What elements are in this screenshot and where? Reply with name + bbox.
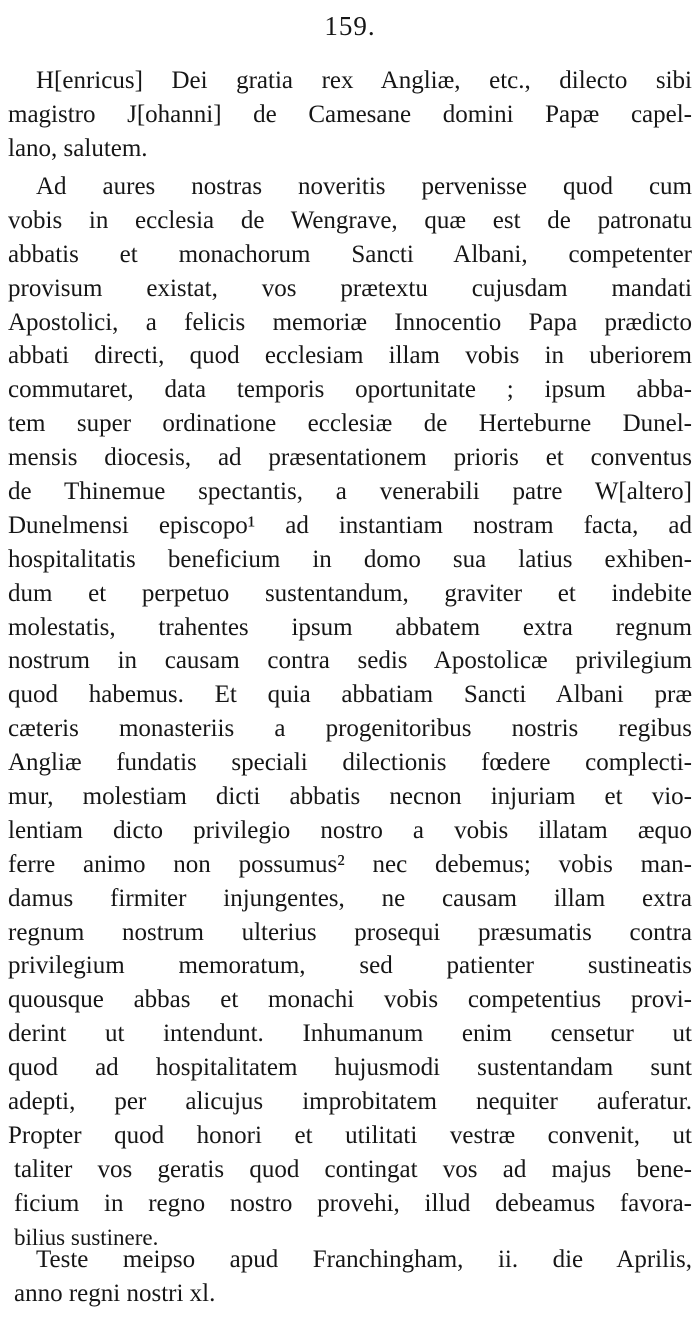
text-line: lentiam dicto privilegio nostro a vobis illatam æquo (8, 816, 692, 844)
text-line: quousque abbas et monachi vobis competentius provi- (8, 986, 692, 1014)
text-line: Ad aures nostras noveritis pervenisse quod cum (36, 173, 692, 200)
text-line: Angliæ fundatis speciali dilectionis fœdere complecti- (8, 749, 692, 777)
text-line: cæteris monasteriis a progenitoribus nostris regibus (8, 715, 692, 743)
text-line: ferre animo non possumus² nec debemus; vobis man- (8, 850, 692, 878)
text-line: bilius sustinere. (14, 1224, 159, 1250)
text-line: mur, molestiam dicti abbatis necnon injuriam et vio- (8, 783, 692, 811)
text-line: tem super ordinatione ecclesiæ de Herteburne Dunel- (8, 410, 692, 438)
text-line: provisum existat, vos prætextu cujusdam mandati (8, 274, 692, 302)
text-line: magistro J[ohanni] de Camesane domini Papæ capel- (8, 100, 692, 128)
text-line: taliter vos geratis quod contingat vos ad majus bene- (14, 1155, 692, 1183)
salutation-paragraph (0, 64, 700, 166)
text-line: hospitalitatis beneficium in domo sua latius exhiben- (8, 545, 692, 573)
text-line: anno regni nostri xl. (14, 1279, 216, 1307)
text-line: regnum nostrum ulterius prosequi præsumatis contra (8, 918, 692, 946)
text-line: abbatis et monachorum Sancti Albani, competenter (8, 240, 692, 268)
page-number: 159. (324, 11, 376, 41)
text-line: derint ut intendunt. Inhumanum enim censetur ut (8, 1020, 692, 1048)
text-line: quod habemus. Et quia abbatiam Sancti Albani præ (8, 681, 692, 709)
text-line: mensis diocesis, ad præsentationem prioris et conventus (8, 444, 692, 472)
text-line: damus firmiter injungentes, ne causam illam extra (8, 884, 692, 912)
body-paragraph (0, 170, 700, 1255)
text-line: commutaret, data temporis oportunitate ; ipsum abba- (8, 376, 692, 404)
text-line: abbati directi, quod ecclesiam illam vobis in uberiorem (8, 342, 692, 370)
text-line: Teste meipso apud Franchingham, ii. die Aprilis, (36, 1246, 692, 1273)
text-line: Apostolici, a felicis memoriæ Innocentio Papa prædicto (8, 308, 692, 336)
text-line: H[enricus] Dei gratia rex Angliæ, etc., dilecto sibi (36, 67, 692, 94)
text-line: lano, salutem. (8, 134, 148, 162)
text-line: Dunelmensi episcopo¹ ad instantiam nostram facta, ad (8, 511, 692, 539)
text-line: dum et perpetuo sustentandum, graviter et indebite (8, 579, 692, 607)
text-line: quod ad hospitalitatem hujusmodi sustentandam sunt (8, 1054, 692, 1082)
attestation-paragraph (0, 1243, 700, 1311)
text-line: vobis in ecclesia de Wengrave, quæ est de patronatu (8, 206, 692, 234)
text-line: ficium in regno nostro provehi, illud debeamus favora- (14, 1189, 692, 1217)
text-line: adepti, per alicujus improbitatem nequiter auferatur. (8, 1088, 692, 1116)
text-line: Propter quod honori et utilitati vestræ convenit, ut (8, 1121, 692, 1149)
text-line: de Thinemue spectantis, a venerabili patre W[altero] (8, 478, 692, 506)
text-line: molestatis, trahentes ipsum abbatem extra regnum (8, 613, 692, 641)
text-line: privilegium memoratum, sed patienter sustineatis (8, 952, 692, 980)
text-line: nostrum in causam contra sedis Apostolicæ privilegium (8, 647, 692, 675)
